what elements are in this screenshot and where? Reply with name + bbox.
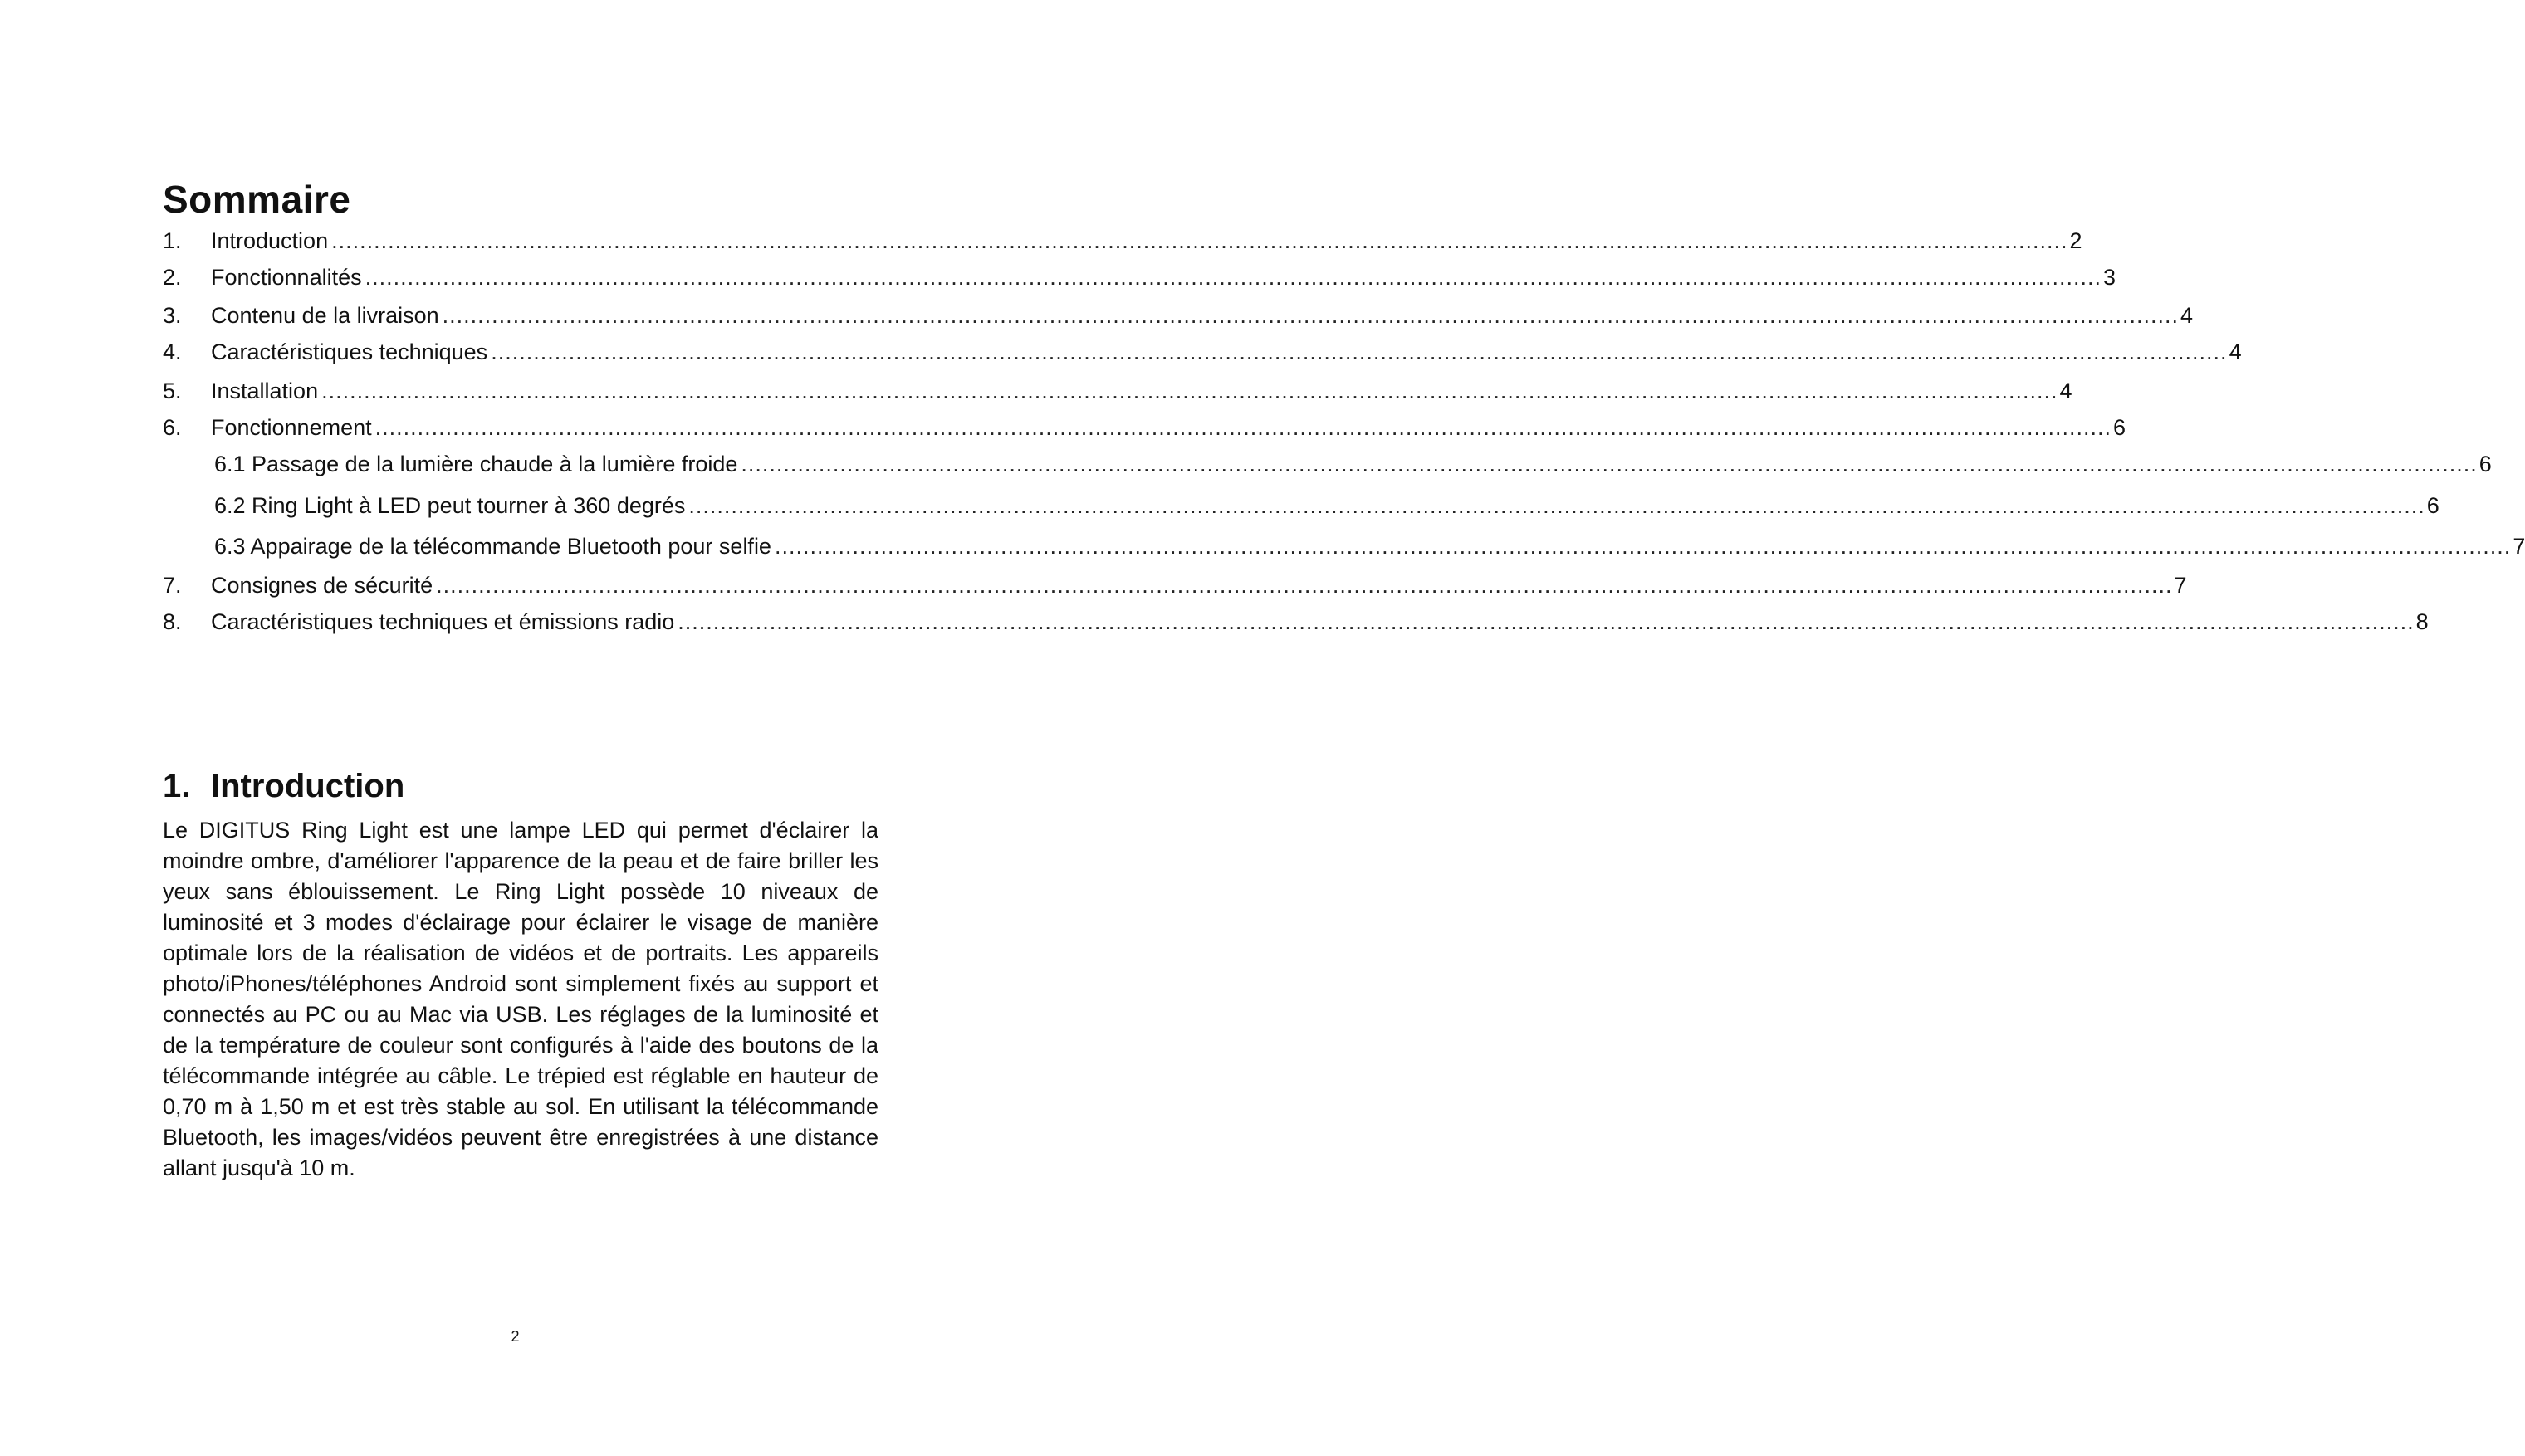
toc-item-page: 8: [2415, 609, 2429, 634]
toc-item-label: 6.2 Ring Light à LED peut tourner à 360 degrés: [214, 493, 686, 518]
toc-item-number: 4.: [163, 340, 182, 364]
toc-item-page: 6: [2479, 452, 2492, 476]
toc-item-caracteristiques[interactable]: [163, 337, 2242, 367]
page-number: 2: [511, 1328, 520, 1345]
toc-leader-dots: [741, 449, 2477, 479]
toc-item-page: 2: [2069, 228, 2082, 253]
toc-item-label: Caractéristiques techniques et émissions radio: [211, 609, 675, 634]
toc-item-number: 6.: [163, 415, 182, 440]
toc-item-consignes-securite[interactable]: [163, 570, 2187, 600]
toc-item-label: 6.3 Appairage de la télécommande Bluetooth pour selfie: [214, 534, 771, 559]
toc-leader-dots: [775, 531, 2511, 561]
toc-subitem-6-3[interactable]: [214, 531, 2525, 561]
toc-item-page: 7: [2513, 534, 2525, 559]
toc-item-fonctionnalites[interactable]: [163, 262, 2116, 292]
toc-item-label: Consignes de sécurité: [211, 573, 433, 598]
toc-item-page: 4: [2180, 303, 2194, 328]
toc-leader-dots: [443, 300, 2179, 330]
toc-item-contenu-livraison[interactable]: [163, 300, 2193, 330]
toc-item-label: Introduction: [211, 228, 329, 253]
section-title-text: Introduction: [211, 768, 405, 804]
toc-item-label: Fonctionnalités: [211, 265, 362, 290]
toc-item-label: Fonctionnement: [211, 415, 372, 440]
toc-item-label: Contenu de la livraison: [211, 303, 439, 328]
toc-item-introduction[interactable]: [163, 226, 2082, 256]
toc-item-number: 2.: [163, 265, 182, 290]
toc-subitem-6-1[interactable]: [214, 449, 2492, 479]
introduction-paragraph: Le DIGITUS Ring Light est une lampe LED qui permet d'éclairer la moindre ombre, d'améliorer l'apparence de la peau et de faire briller les yeux sans éblouissement. Le Ring Light possède 10 niveaux de luminosité et 3 modes d'éclairage pour éclairer le visage de manière optimale lors de la réalisation de vidéos et de portraits. Les appareils photo/iPhones/téléphones Android sont simplement fixés au support et connectés au PC ou au Mac via USB. Les réglages de la luminosité et de la température de couleur sont configurés à l'aide des boutons de la télécommande intégrée au câble. Le trépied est réglable en hauteur de 0,70 m à 1,50 m et est très stable au sol. En utilisant la télécommande Bluetooth, les images/vidéos peuvent être enregistrées à une distance allant jusqu'à 10 m.: [163, 818, 878, 1180]
toc-item-label: Installation: [211, 379, 319, 403]
toc-item-page: 6: [2426, 493, 2439, 518]
section-number: 1.: [163, 768, 191, 804]
toc-leader-dots: [321, 376, 2058, 406]
toc-item-installation[interactable]: [163, 376, 2072, 406]
toc-item-fonctionnement[interactable]: [163, 413, 2126, 442]
toc-leader-dots: [688, 491, 2425, 520]
toc-item-page: 7: [2174, 573, 2187, 598]
toc-item-number: 7.: [163, 573, 182, 598]
toc-item-label: 6.1 Passage de la lumière chaude à la lumière froide: [214, 452, 738, 476]
toc-leader-dots: [491, 337, 2227, 367]
toc-leader-dots: [375, 413, 2112, 442]
toc-title: Sommaire: [163, 178, 351, 221]
toc-item-page: 3: [2102, 265, 2116, 290]
toc-leader-dots: [365, 262, 2102, 292]
toc-item-label: Caractéristiques techniques: [211, 340, 488, 364]
toc-leader-dots: [678, 607, 2414, 637]
toc-item-number: 3.: [163, 303, 182, 328]
toc-item-number: 5.: [163, 379, 182, 403]
toc-leader-dots: [436, 570, 2172, 600]
toc-item-emissions-radio[interactable]: [163, 607, 2429, 637]
toc-subitem-6-2[interactable]: [214, 491, 2439, 520]
toc-item-number: 1.: [163, 228, 182, 253]
toc-item-page: 6: [2113, 415, 2126, 440]
toc-item-page: 4: [2059, 379, 2072, 403]
toc-item-number: 8.: [163, 609, 182, 634]
toc-leader-dots: [331, 226, 2067, 256]
toc-item-page: 4: [2229, 340, 2242, 364]
section-heading-introduction: [163, 765, 404, 807]
